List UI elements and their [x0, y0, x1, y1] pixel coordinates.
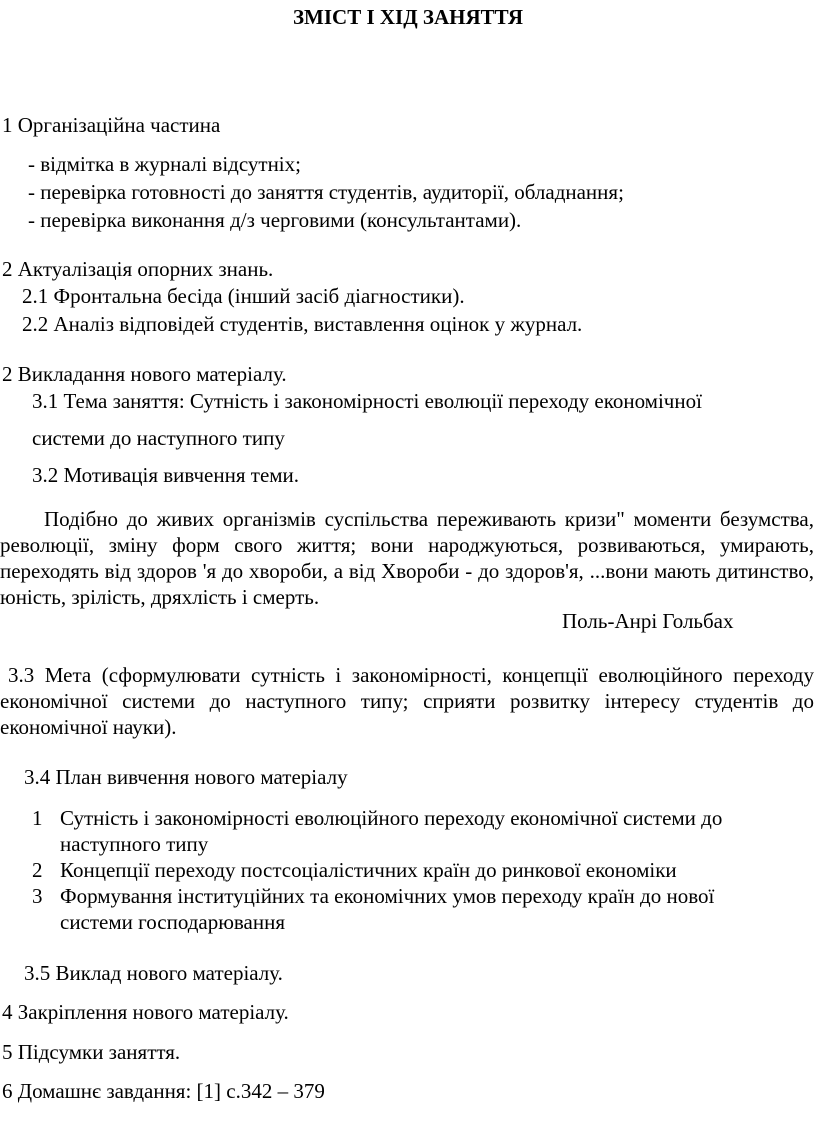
section-1-item: - перевірка готовності до заняття студентів, аудиторії, обладнання; [28, 180, 624, 204]
section-5-heading: 5 Підсумки заняття. [2, 1040, 181, 1064]
section-6-heading: 6 Домашнє завдання: [1] с.342 – 379 [2, 1079, 325, 1103]
topic-line: 3.1 Тема заняття: Сутність і закономірності еволюції переходу економічної [32, 389, 702, 413]
list-item-text: Формування інституційних та економічних умов переходу країн до нової [60, 884, 715, 908]
section-2-item: 2.1 Фронтальна бесіда (інший засіб діагностики). [22, 284, 465, 308]
list-item-text: системи господарювання [60, 910, 286, 934]
section-1-item: - відмітка в журналі відсутніх; [28, 152, 301, 176]
quote-text: Подібно до живих організмів суспільства переживають кризи" моменти безумства, революції, зміну форм свого життя; вони народжуються, розвиваються, умирають, переходять від здоров 'я до хвороби, а від Хвороби - до здоров'я, ...вони мають дитинство, юність, зрілість, дряхлість і смерть. [0, 507, 814, 609]
list-item-text: наступного типу [60, 832, 209, 856]
list-item-number: 3 [32, 884, 43, 908]
list-item-number: 1 [32, 806, 43, 830]
section-4-heading: 4 Закріплення нового матеріалу. [2, 1000, 289, 1024]
plan-heading: 3.4 План вивчення нового матеріалу [24, 765, 348, 789]
motivation-heading: 3.2 Мотивація вивчення теми. [32, 463, 300, 487]
section-2-item: 2.2 Аналіз відповідей студентів, виставлення оцінок у журнал. [22, 312, 583, 336]
topic-line: системи до наступного типу [32, 426, 285, 450]
section-1-item: - перевірка виконання д/з черговими (консультантами). [28, 208, 522, 232]
list-item-text: Сутність і закономірності еволюційного переходу економічної системи до [60, 806, 723, 830]
section-1-heading: 1 Організаційна частина [2, 113, 221, 137]
list-item-text: Концепції переходу постсоціалістичних країн до ринкової економіки [60, 858, 677, 882]
list-item-number: 2 [32, 858, 43, 882]
section-2-heading: 2 Актуалізація опорних знань. [2, 257, 274, 281]
presentation-heading: 3.5 Виклад нового матеріалу. [24, 961, 283, 985]
section-3-heading: 2 Викладання нового матеріалу. [2, 362, 287, 386]
page-title: ЗМІСТ І ХІД ЗАНЯТТЯ [292, 5, 524, 29]
goal-text: 3.3 Мета (сформулювати сутність і закономірності, концепції еволюційного переходу економічної системи до наступного типу; сприяти розвитку інтересу студентів до економічної науки). [0, 663, 814, 739]
quote-author: Поль-Анрі Гольбах [562, 609, 734, 633]
